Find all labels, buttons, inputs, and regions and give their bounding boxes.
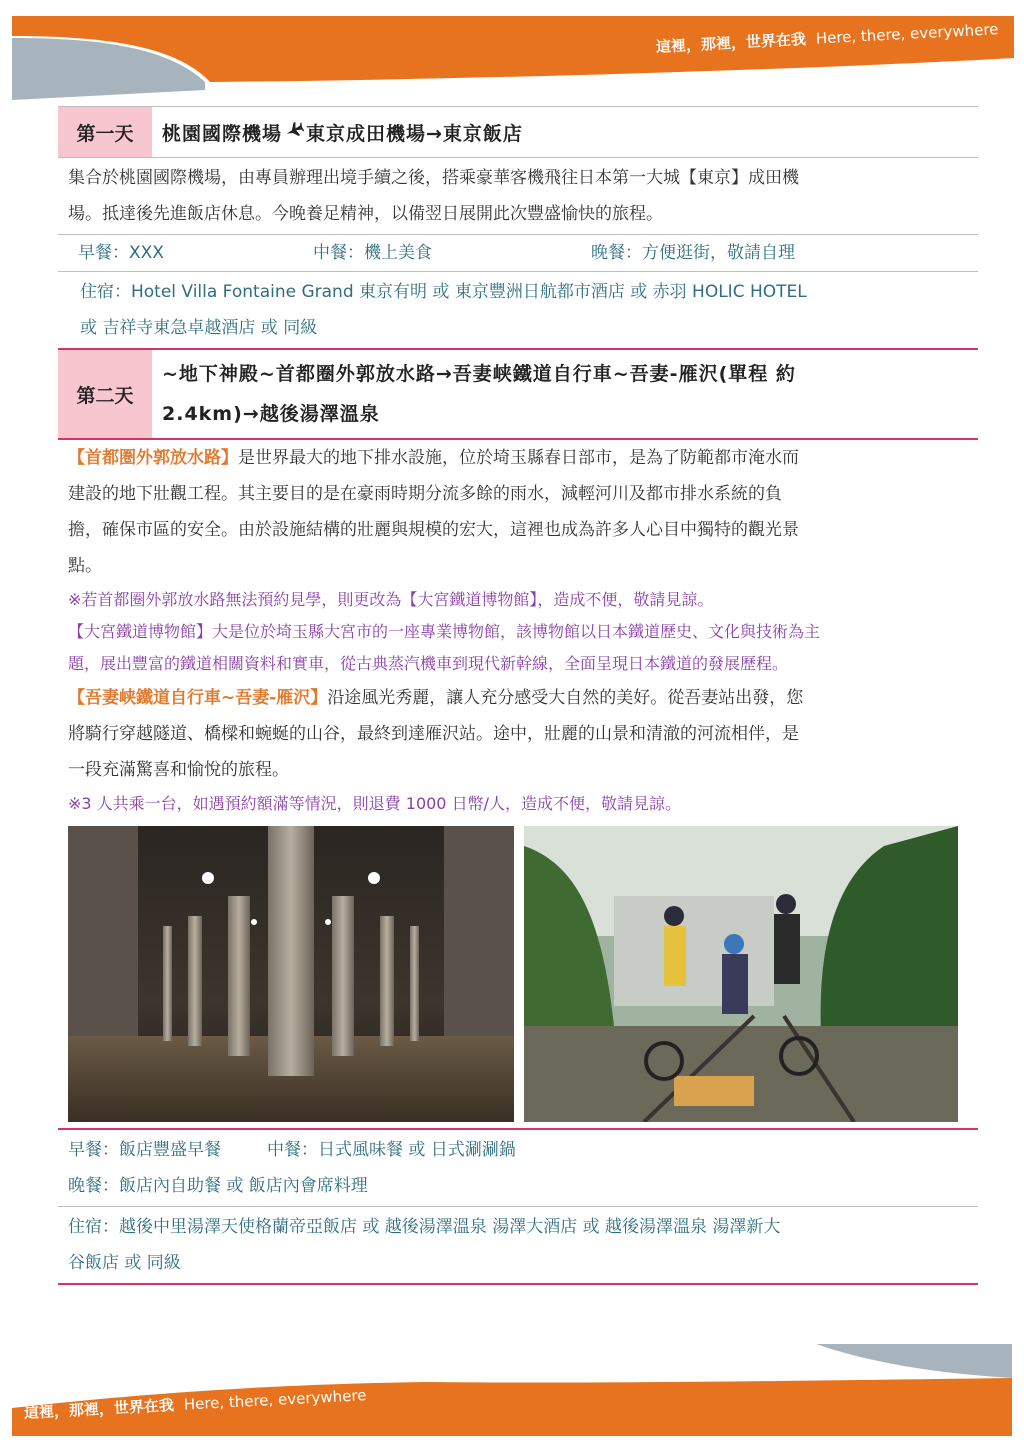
day2-hotel [58, 1207, 978, 1283]
footer-slogan-zh: 這裡，那裡，世界在我 [23, 1396, 175, 1422]
day2-description [58, 440, 978, 820]
day1-label: 第一天 [58, 107, 152, 157]
day2-note2-line: 題，展出豐富的鐵道相關資料和實車，從古典蒸汽機車到現代新幹線，全面呈現日本鐵道的發展歷程。 [68, 654, 789, 673]
day2-note3: ※3 人共乘一台，如遇預約額滿等情況，則退費 1000 日幣/人，造成不便，敬請見諒。 [68, 794, 681, 813]
day1-hotel-line: 或 吉祥寺東急卓越酒店 或 同級 [80, 318, 318, 338]
day2-title-line: 2.4km)→越後湯澤溫泉 [162, 403, 380, 425]
rail-bike-photo [524, 826, 958, 1122]
header-slogan-zh: 這裡，那裡，世界在我 [655, 30, 807, 56]
day1-desc-line: 集合於桃園國際機場，由專員辦理出境手續之後，搭乘豪華客機飛往日本第一大城【東京】成田機 [68, 168, 799, 188]
day2-p2-text: 沿途風光秀麗，讓人充分感受大自然的美好。從吾妻站出發，您 [327, 688, 804, 708]
underground-temple-photo [68, 826, 514, 1122]
day2-title-line: ~地下神殿~首都圈外郭放水路→吾妻峡鐵道自行車~吾妻-雁沢(單程 約 [162, 363, 796, 385]
day2-lunch: 中餐：日式風味餐 或 日式涮涮鍋 [267, 1140, 516, 1160]
highlight-spillway: 【首都圏外郭放水路】 [68, 448, 238, 468]
day1-hotel-line: 住宿：Hotel Villa Fontaine Grand 東京有明 或 東京豐洲日航都市酒店 或 赤羽 HOLIC HOTEL [80, 282, 807, 302]
day1-lunch: 中餐：機上美食 [313, 243, 432, 263]
day1-meals [58, 235, 978, 271]
day1-breakfast: 早餐：XXX [78, 243, 164, 263]
day2-p2-line [58, 680, 978, 716]
header-slogan-en: Here, there, everywhere [815, 20, 999, 48]
day1-title-from: 桃園國際機場 [162, 122, 283, 145]
day2-p1-line: 點。 [68, 556, 102, 576]
day1-description [58, 158, 978, 234]
itinerary-content [58, 106, 978, 1285]
footer-banner [0, 1344, 1024, 1448]
airplane-icon [284, 120, 304, 145]
day1-title [152, 107, 533, 157]
day2-meals-line [58, 1132, 978, 1168]
footer-slogan-en: Here, there, everywhere [183, 1386, 367, 1414]
highlight-rail-bike: 【吾妻峡鐵道自行車~吾妻-雁沢】 [68, 688, 328, 708]
divider [58, 1283, 978, 1285]
day2-title [152, 350, 806, 438]
header-swoosh-graphic [0, 0, 1024, 105]
day2-photos [58, 820, 978, 1128]
day2-p2-line: 將騎行穿越隧道、橋樑和蜿蜒的山谷，最終到達雁沢站。途中，壯麗的山景和清澈的河流相伴，是 [68, 724, 799, 744]
header-banner [0, 0, 1024, 105]
day2-note1: ※若首都圈外郭放水路無法預約見學，則更改為【大宮鐵道博物館】，造成不便，敬請見諒。 [68, 590, 714, 609]
day2-p2-line: 一段充滿驚喜和愉悅的旅程。 [68, 760, 289, 780]
day2-meals [58, 1130, 978, 1206]
day2-header [58, 350, 978, 438]
day2-p1-text: 是世界最大的地下排水設施，位於埼玉縣春日部市，是為了防範都市淹水而 [238, 448, 799, 468]
day1-hotel [58, 272, 978, 348]
day2-note2-line: 【大宮鐵道博物館】大是位於埼玉縣大宮市的一座專業博物館，該博物館以日本鐵道歷史、文化與技術為主 [68, 622, 821, 641]
day1-desc-line: 場。抵達後先進飯店休息。今晚養足精神，以備翌日展開此次豐盛愉快的旅程。 [68, 204, 663, 224]
day1-dinner: 晚餐：方便逛街，敬請自理 [591, 243, 795, 263]
day2-p1-line: 建設的地下壯觀工程。其主要目的是在豪雨時期分流多餘的雨水，減輕河川及都市排水系統的負 [68, 484, 782, 504]
day2-hotel-line: 住宿：越後中里湯澤天使格蘭帝亞飯店 或 越後湯澤溫泉 湯澤大酒店 或 越後湯澤溫泉 湯澤新大 [68, 1217, 781, 1237]
day2-dinner: 晚餐：飯店內自助餐 或 飯店內會席料理 [68, 1176, 368, 1196]
day2-p1-line [58, 440, 978, 476]
day1-title-rest: 東京成田機場→東京飯店 [306, 122, 523, 145]
day2-breakfast: 早餐：飯店豐盛早餐 [68, 1140, 221, 1160]
day2-label: 第二天 [58, 350, 152, 438]
day1-header [58, 107, 978, 157]
day2-hotel-line: 谷飯店 或 同級 [68, 1253, 181, 1273]
day2-p1-line: 擔，確保市區的安全。由於設施結構的壯麗與規模的宏大，這裡也成為許多人心目中獨特的觀光景 [68, 520, 799, 540]
